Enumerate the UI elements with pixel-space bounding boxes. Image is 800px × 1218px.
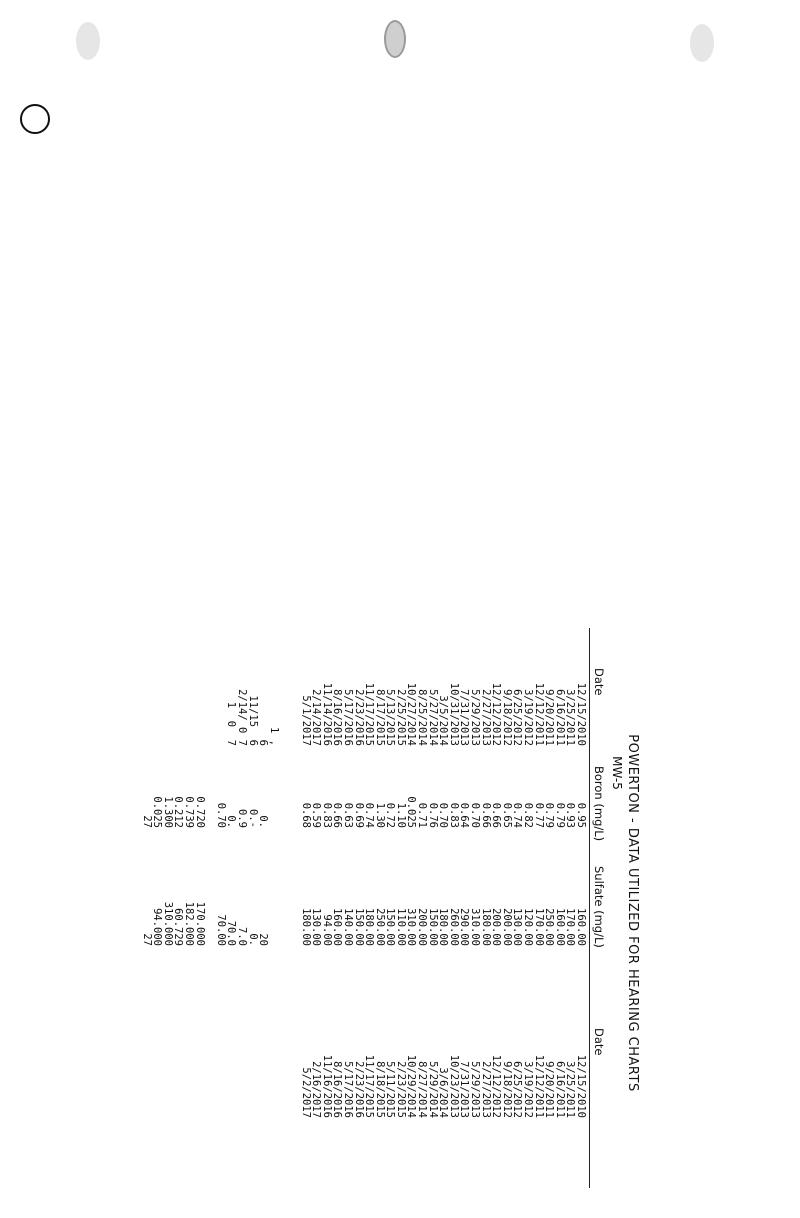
boron-cell: 0.66 — [479, 802, 492, 828]
date-cell: 11/15 6 — [246, 695, 259, 746]
sulfate-cell: 290.00 — [458, 908, 471, 946]
boron-cell: 0.025 — [405, 796, 418, 828]
boron-cell — [289, 758, 300, 828]
header-rule — [589, 628, 590, 1188]
boron-cell: 0.69 — [352, 802, 365, 828]
date-cell-2: 5/17/2016 — [341, 1061, 354, 1118]
column-dates-2 — [300, 1008, 586, 1118]
date-cell: 9/20/2011 — [543, 689, 556, 746]
sulfate-cell: 160.00 — [553, 908, 566, 946]
boron-cell: 0.59 — [310, 802, 323, 828]
date-cell-2: 10/29/2014 — [405, 1054, 418, 1118]
sulfate-cell: 170.00 — [532, 908, 545, 946]
boron-cell: 0. — [225, 815, 238, 828]
punch-hole-right — [690, 24, 714, 62]
sulfate-cell: 200.00 — [490, 908, 503, 946]
boron-cell: 0.76 — [426, 802, 439, 828]
date-cell: 10/27/2014 — [405, 682, 418, 746]
date-cell: 11/17/2015 — [363, 682, 376, 746]
sulfate-cell: 170.00 — [564, 908, 577, 946]
sulfate-cell: 180.00 — [479, 908, 492, 946]
boron-cell: 0.74 — [511, 802, 524, 828]
circle-mark — [20, 104, 50, 134]
sulfate-cell: 180.00 — [363, 908, 376, 946]
date-cell: 12/12/2012 — [490, 682, 503, 746]
date-cell-2: 2/16/2017 — [310, 1061, 323, 1118]
date-cell-2: 6/25/2012 — [511, 1061, 524, 1118]
date-cell-2: 9/20/2011 — [543, 1061, 556, 1118]
date-cell — [289, 636, 300, 746]
date-cell-2: 3/19/2012 — [522, 1061, 535, 1118]
sulfate-cell — [289, 856, 300, 946]
sulfate-cell — [205, 856, 216, 946]
boron-cell: 1.300 — [161, 796, 174, 828]
date-cell-2: 3/25/2011 — [564, 1061, 577, 1118]
date-cell-2: 8/27/2014 — [416, 1061, 429, 1118]
date-cell: 2/23/2016 — [352, 689, 365, 746]
date-cell: 6/16/2011 — [553, 689, 566, 746]
sulfate-cell: 170.000 — [193, 901, 206, 946]
sulfate-cell: 310.00 — [405, 908, 418, 946]
date-cell-2: 5/29/2013 — [469, 1061, 482, 1118]
boron-cell: 0.70 — [214, 802, 227, 828]
date-cell: 6/25/2012 — [511, 689, 524, 746]
sulfate-cell: 27 — [140, 933, 153, 946]
page-title: POWERTON - DATA UTILIZED FOR HEARING CHARTS — [625, 734, 640, 1092]
date-cell: 11/14/2016 — [320, 682, 333, 746]
date-cell-2: 5/29/2014 — [426, 1061, 439, 1118]
date-cell: 5/1/2017 — [299, 695, 312, 746]
date-cell-2: 3/6/2014 — [437, 1067, 450, 1118]
sulfate-cell: 180.00 — [299, 908, 312, 946]
column-sulfate — [141, 856, 586, 946]
boron-cell: 0.72 — [384, 802, 397, 828]
sulfate-cell: 60.729 — [172, 908, 185, 946]
date-cell: 6 — [257, 739, 270, 746]
punch-hole-left — [76, 22, 100, 60]
date-cell: 9/18/2012 — [500, 689, 513, 746]
boron-cell: 0.68 — [299, 802, 312, 828]
boron-cell — [279, 758, 290, 828]
date-cell-2: 8/16/2016 — [331, 1061, 344, 1118]
header-date: Date — [592, 668, 606, 696]
boron-cell: 0.79 — [543, 802, 556, 828]
sulfate-cell: 150.00 — [384, 908, 397, 946]
boron-cell: 1.10 — [394, 802, 407, 828]
sulfate-cell: 200.00 — [500, 908, 513, 946]
date-cell-2: 11/16/2016 — [320, 1054, 333, 1118]
header-boron: Boron (mg/L) — [592, 766, 606, 842]
sulfate-cell: 130.00 — [511, 908, 524, 946]
boron-cell: 0.93 — [564, 802, 577, 828]
date-cell-2: 5/2/2017 — [299, 1067, 312, 1118]
date-cell-2: 2/23/2015 — [394, 1061, 407, 1118]
boron-cell: 0.66 — [490, 802, 503, 828]
date-cell — [279, 636, 290, 746]
column-boron — [141, 758, 586, 828]
header-date-2: Date — [592, 1028, 606, 1056]
boron-cell: 0.64 — [458, 802, 471, 828]
sulfate-cell: 70.00 — [214, 914, 227, 946]
boron-cell: 0.66 — [331, 802, 344, 828]
sulfate-cell: 250.00 — [373, 908, 386, 946]
date-cell: 2/27/2013 — [479, 689, 492, 746]
date-cell: 3/25/2011 — [564, 689, 577, 746]
boron-cell: 0.720 — [193, 796, 206, 828]
date-cell-2: 5/11/2015 — [384, 1061, 397, 1118]
date-cell: 1 , — [267, 727, 280, 746]
date-cell: 5/17/2016 — [341, 689, 354, 746]
boron-cell: 0.- — [246, 809, 259, 828]
rotated-document — [130, 608, 650, 1218]
date-cell: 12/15/2010 — [575, 682, 587, 746]
date-cell-2: 12/12/2012 — [490, 1054, 503, 1118]
date-cell-2: 11/17/2015 — [363, 1054, 376, 1118]
date-cell: 5/27/2014 — [426, 689, 439, 746]
sulfate-cell: 120.00 — [522, 908, 535, 946]
sulfate-cell: 150.00 — [426, 908, 439, 946]
date-cell: 1 0 7 — [225, 701, 238, 746]
column-dates — [226, 636, 586, 746]
sulfate-cell: 140.00 — [341, 908, 354, 946]
sulfate-cell: 130.00 — [310, 908, 323, 946]
date-cell: 8/25/2014 — [416, 689, 429, 746]
sulfate-cell: 250.00 — [543, 908, 556, 946]
sulfate-cell: 0. — [246, 933, 259, 946]
header-sulfate: Sulfate (mg/L) — [592, 866, 606, 948]
date-cell-2: 8/18/2015 — [373, 1061, 386, 1118]
date-cell: 12/12/2011 — [532, 682, 545, 746]
boron-cell: 0.95 — [575, 802, 587, 828]
date-cell: 2/14/ 0 7 — [236, 689, 248, 746]
sulfate-cell: 200.00 — [416, 908, 429, 946]
sulfate-cell: 180.00 — [437, 908, 450, 946]
date-cell-2: 12/12/2011 — [532, 1054, 545, 1118]
boron-cell: 0.77 — [532, 802, 545, 828]
date-cell-2: 12/15/2010 — [575, 1054, 587, 1118]
date-cell: 8/17/2015 — [373, 689, 386, 746]
date-cell: 8/16/2016 — [331, 689, 344, 746]
boron-cell: 0.83 — [447, 802, 460, 828]
date-cell: 7/31/2013 — [458, 689, 471, 746]
date-cell-2: 9/18/2012 — [500, 1061, 513, 1118]
sulfate-cell: 260.00 — [447, 908, 460, 946]
date-cell: 2/25/2015 — [394, 689, 407, 746]
boron-cell: 0.025 — [151, 796, 164, 828]
boron-cell: 0.82 — [522, 802, 535, 828]
sulfate-cell: 160.00 — [331, 908, 344, 946]
boron-cell: 0.83 — [320, 802, 333, 828]
date-cell: 5/13/2015 — [384, 689, 397, 746]
boron-cell: 0.9 — [236, 809, 248, 828]
boron-cell — [268, 758, 279, 828]
date-cell-2: 2/23/2016 — [352, 1061, 365, 1118]
boron-cell: 0.63 — [341, 802, 354, 828]
boron-cell: 0.79 — [553, 802, 566, 828]
sulfate-cell: 182.000 — [183, 901, 196, 946]
boron-cell: 0. — [257, 815, 270, 828]
date-cell-2: 10/23/2013 — [447, 1054, 460, 1118]
date-cell: 5/29/2013 — [469, 689, 482, 746]
sulfate-cell — [268, 856, 279, 946]
sulfate-cell: 7.0 — [236, 927, 248, 946]
date-cell-2: 6/16/2011 — [553, 1061, 566, 1118]
sulfate-cell: 310.00 — [469, 908, 482, 946]
sulfate-cell: 20 — [257, 933, 270, 946]
date-cell-2: 2/27/2013 — [479, 1061, 492, 1118]
sulfate-cell: 310.000 — [161, 901, 174, 946]
date-cell: 3/5/2014 — [437, 695, 450, 746]
sulfate-cell: 94.000 — [151, 908, 164, 946]
punch-hole-center — [384, 20, 406, 58]
sulfate-cell: 160.00 — [575, 908, 587, 946]
boron-cell: 0.65 — [500, 802, 513, 828]
boron-cell — [205, 758, 216, 828]
boron-cell: 0.739 — [183, 796, 196, 828]
date-cell: 3/19/2012 — [522, 689, 535, 746]
boron-cell: 0.70 — [437, 802, 450, 828]
boron-cell: 27 — [140, 815, 153, 828]
sulfate-cell: 94.00 — [320, 914, 333, 946]
sulfate-cell — [279, 856, 290, 946]
date-cell: 10/31/2013 — [447, 682, 460, 746]
sulfate-cell: 110.00 — [394, 908, 407, 946]
boron-cell: 0.212 — [172, 796, 185, 828]
date-cell-2: 7/31/2013 — [458, 1061, 471, 1118]
boron-cell: 0.70 — [469, 802, 482, 828]
boron-cell: 0.74 — [363, 802, 376, 828]
boron-cell: 1.30 — [373, 802, 386, 828]
sulfate-cell: 150.00 — [352, 908, 365, 946]
date-cell: 2/14/2017 — [310, 689, 323, 746]
boron-cell: 0.71 — [416, 802, 429, 828]
sulfate-cell: 70.0 — [225, 920, 238, 946]
well-id: MW-5 — [610, 756, 624, 790]
